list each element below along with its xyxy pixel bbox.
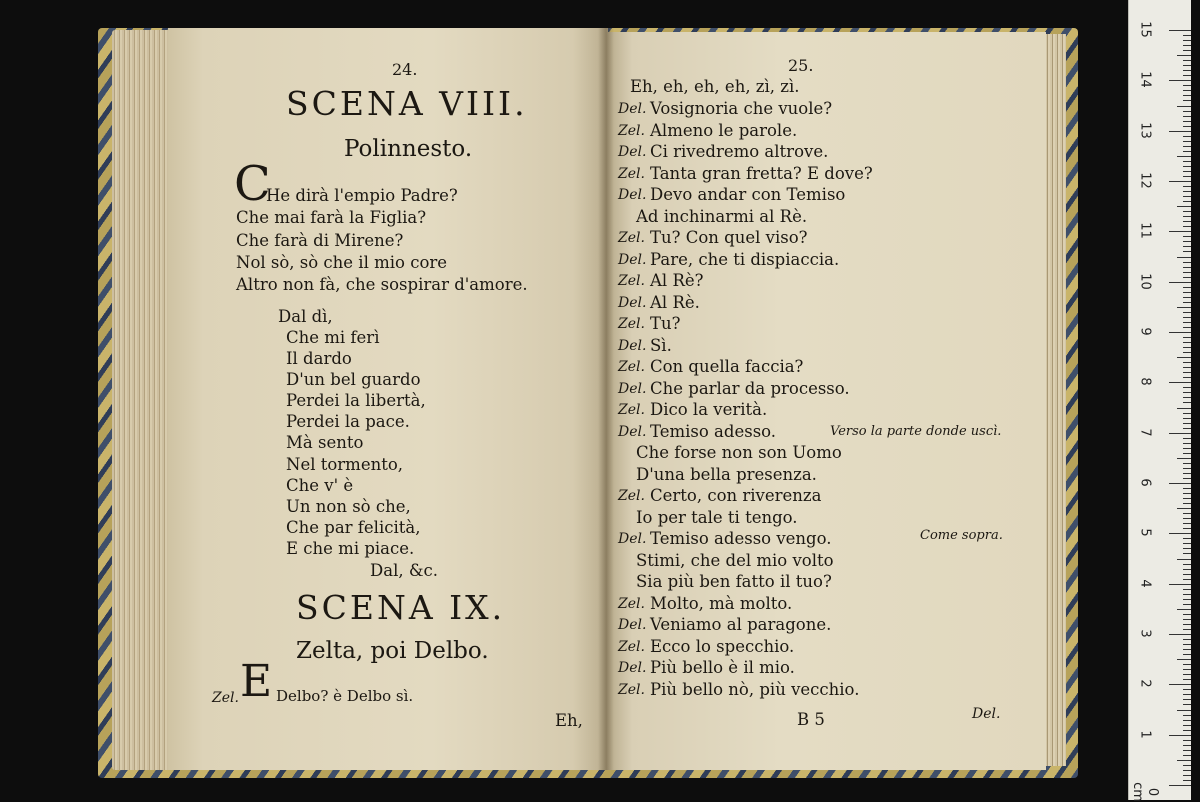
ruler-tick [1183,493,1191,494]
ruler-tick [1183,538,1191,539]
ruler-tick [1177,710,1191,711]
aria-line: Nel tormento, [286,455,404,474]
ruler-tick [1183,297,1191,298]
ruler-tick [1183,594,1191,595]
catchword: Eh, [555,711,583,730]
scene-characters-2: Zelta, poi Delbo. [296,638,489,664]
ruler-tick [1183,221,1191,222]
speaker-label: Zel. [618,359,645,375]
ruler-label: 1 [1137,730,1153,739]
dialogue-line: Che forse non son Uomo [636,443,842,462]
measuring-ruler [1128,0,1191,800]
dialogue-line: Dico la verità. [650,400,768,419]
ruler-tick [1183,262,1191,263]
ruler-label: 14 [1137,71,1153,89]
ruler-tick [1183,95,1191,96]
speaker-label: Del. [618,294,647,311]
ruler-tick [1183,246,1191,247]
ruler-tick [1183,45,1191,46]
dialogue-line: Tu? [650,314,681,333]
ruler-tick [1169,433,1191,434]
aria-line: Dal dì, [278,307,333,326]
speaker-label: Zel. [618,488,645,504]
ruler-tick [1169,584,1191,585]
dialogue-line: Pare, che ti dispiaccia. [650,249,840,269]
ruler-tick [1183,116,1191,117]
dropcap-2: E [240,656,273,707]
ruler-tick [1183,619,1191,620]
speaker-label: Del. [618,251,647,268]
ruler-tick [1183,523,1191,524]
dialogue-line: Che parlar da processo. [650,378,850,398]
ruler-tick [1183,327,1191,328]
ruler-tick [1183,367,1191,368]
dialogue-line: Temiso adesso. [650,421,777,441]
ruler-tick [1183,146,1191,147]
ruler-tick [1183,397,1191,398]
ruler-tick [1183,171,1191,172]
ruler-tick [1183,352,1191,353]
signature-mark: B 5 [797,710,825,729]
ruler-tick [1169,231,1191,232]
aria-line: Perdei la pace. [286,412,410,431]
ruler-tick [1183,241,1191,242]
dialogue-line: D'una bella presenza. [636,464,817,484]
speaker-label: Del. [618,660,647,676]
ruler-tick [1177,257,1191,258]
ruler-tick [1183,679,1191,680]
ruler-tick [1183,513,1191,514]
ruler-tick [1169,785,1191,786]
ruler-label: 6 [1137,478,1153,487]
ruler-tick [1169,483,1191,484]
ruler-tick [1177,408,1191,409]
speaker-label: Del. [618,380,647,397]
ruler-tick [1183,392,1191,393]
speaker-label: Del. [618,423,647,440]
ruler-tick [1183,337,1191,338]
ruler-tick [1183,664,1191,665]
ruler-label: 10 [1137,272,1153,290]
ruler-tick [1183,121,1191,122]
ruler-tick [1183,715,1191,716]
ruler-tick [1183,191,1191,192]
verse-line: He dirà l'empio Padre? [266,186,458,205]
ruler-tick [1183,287,1191,288]
ruler-tick [1183,151,1191,152]
speaker-label: Zel. [618,316,645,332]
ruler-tick [1183,418,1191,419]
ruler-tick [1183,463,1191,464]
ruler-tick [1183,694,1191,695]
ruler-tick [1183,196,1191,197]
ruler-tick [1183,428,1191,429]
dialogue-line: Stimi, che del mio volto [636,550,834,570]
ruler-tick [1183,740,1191,741]
ruler-tick [1169,533,1191,534]
ruler-tick [1183,478,1191,479]
ruler-tick [1183,35,1191,36]
ruler-tick [1177,760,1191,761]
ruler-tick [1183,488,1191,489]
ruler-tick [1183,548,1191,549]
ruler-tick [1183,745,1191,746]
ruler-label: 7 [1137,428,1153,437]
ruler-tick [1169,131,1191,132]
ruler-tick [1183,669,1191,670]
dialogue-line: Certo, con riverenza [650,486,822,505]
ruler-tick [1183,322,1191,323]
ruler-label: 8 [1137,377,1153,386]
ruler-label: 2 [1137,679,1153,688]
aria-line: Il dardo [286,349,352,368]
speaker-label: Zel. [618,165,645,182]
ruler-tick [1183,750,1191,751]
stage-direction: Come sopra. [920,528,1003,543]
book-gutter [598,28,614,770]
speaker-label: Zel. [618,402,645,418]
dialogue-line: Al Rè? [650,271,704,290]
ruler-tick [1183,90,1191,91]
ruler-tick [1183,589,1191,590]
speaker-label: Del. [618,187,647,203]
ruler-tick [1183,166,1191,167]
speaker-label: Zel. [618,273,645,289]
ruler-tick [1183,453,1191,454]
ruler-tick [1183,775,1191,776]
dialogue-line: Devo andar con Temiso [650,185,846,204]
ruler-tick [1183,689,1191,690]
speaker-label: Del. [618,337,647,354]
ruler-tick [1183,141,1191,142]
ruler-label: 5 [1137,528,1153,537]
ruler-tick [1177,508,1191,509]
ruler-tick [1177,357,1191,358]
dialogue-line: Temiso adesso vengo. [650,529,832,548]
ruler-label: 11 [1137,222,1153,240]
ruler-tick [1183,292,1191,293]
ruler-label: 12 [1137,172,1153,189]
ruler-tick [1177,206,1191,207]
ruler-tick [1183,100,1191,101]
dialogue-line: Sia più ben fatto il tuo? [636,572,832,591]
ruler-tick [1169,332,1191,333]
ruler-tick [1183,387,1191,388]
ruler-tick [1183,604,1191,605]
aria-line: D'un bel guardo [286,370,421,389]
ruler-tick [1183,730,1191,731]
ruler-label: 3 [1137,629,1153,638]
ruler-tick [1183,725,1191,726]
ruler-tick [1183,251,1191,252]
ruler-tick [1183,377,1191,378]
ruler-tick [1183,347,1191,348]
ruler-tick [1183,65,1191,66]
aria-line: Mà sento [286,433,364,452]
dialogue-line: Veniamo al paragone. [650,615,832,634]
speaker-label: Zel. [618,638,645,655]
dialogue-line: Al Rè. [650,292,700,312]
verse-line: Nol sò, sò che il mio core [236,253,448,272]
ruler-tick [1183,362,1191,363]
ruler-tick [1183,317,1191,318]
ruler-tick [1169,735,1191,736]
dialogue-line: Sì. [650,335,672,355]
dialogue-line: Tu? Con quel viso? [650,228,808,247]
ruler-tick [1183,599,1191,600]
speaker-label: Zel. [618,681,645,698]
verse-line: Che mai farà la Figlia? [236,208,427,227]
ruler-tick [1183,569,1191,570]
ruler-tick [1183,176,1191,177]
ruler-tick [1177,609,1191,610]
ruler-tick [1183,564,1191,565]
ruler-tick [1183,312,1191,313]
ruler-tick [1183,85,1191,86]
aria-line: Un non sò che, [286,497,411,516]
ruler-tick [1183,574,1191,575]
ruler-tick [1183,579,1191,580]
dropcap: C [234,156,271,212]
dialogue-line: Con quella faccia? [650,357,804,376]
ruler-tick [1183,704,1191,705]
ruler-tick [1177,106,1191,107]
ruler-tick [1183,50,1191,51]
ruler-tick [1183,136,1191,137]
ruler-tick [1183,201,1191,202]
ruler-tick [1183,402,1191,403]
ruler-tick [1183,649,1191,650]
ruler-tick [1183,423,1191,424]
ruler-tick [1169,282,1191,283]
speaker-label: Zel. [618,595,645,612]
ruler-tick [1183,70,1191,71]
ruler-tick [1183,624,1191,625]
ruler-label: 9 [1137,327,1153,336]
scene-title-2: SCENA IX. [296,588,506,627]
speaker-label: Del. [618,144,647,160]
ruler-tick [1183,639,1191,640]
catchword: Del. [972,706,1001,722]
dialogue-line: Ecco lo specchio. [650,636,795,656]
verse-line: Che farà di Mirene? [236,231,404,250]
stage-direction: Verso la parte donde uscì. [830,424,1002,439]
ruler-tick [1183,126,1191,127]
scene-character: Polinnesto. [344,136,473,162]
dialogue-line: Ci rivedremo altrove. [650,142,829,161]
ruler-tick [1183,553,1191,554]
ruler-tick [1183,60,1191,61]
ruler-tick [1183,780,1191,781]
right-page-number: 25. [788,56,814,75]
ruler-tick [1183,644,1191,645]
ruler-tick [1183,720,1191,721]
dialogue-line: Più bello è il mio. [650,658,795,677]
ruler-tick [1183,342,1191,343]
ruler-tick [1183,468,1191,469]
ruler-tick [1177,55,1191,56]
ruler-tick [1177,156,1191,157]
ruler-tick [1183,674,1191,675]
aria-line: Perdei la libertà, [286,391,426,410]
speaker-label: Del. [618,101,647,117]
aria-end: Dal, &c. [370,561,439,580]
ruler-tick [1169,80,1191,81]
speaker-label: Zel. [618,122,645,139]
ruler-tick [1169,382,1191,383]
aria-line: Che par felicità, [286,518,421,537]
dialogue-line: Io per tale ti tengo. [636,507,798,527]
left-page-number: 24. [392,60,418,79]
aria-line: Che mi ferì [286,328,380,347]
aria-line: E che mi piace. [286,539,415,558]
ruler-tick [1177,659,1191,660]
scene-title: SCENA VIII. [286,84,528,123]
ruler-tick [1183,111,1191,112]
ruler-tick [1183,498,1191,499]
ruler-tick [1183,161,1191,162]
verse-line: Eh, eh, eh, eh, zì, zì. [630,77,800,96]
ruler-tick [1183,216,1191,217]
ruler-tick [1183,267,1191,268]
ruler-tick [1183,770,1191,771]
ruler-tick [1183,629,1191,630]
speaker-label: Del. [618,531,647,547]
dialogue-line: Molto, mà molto. [650,593,793,613]
speaker-label: Zel. [618,230,645,246]
ruler-tick [1183,277,1191,278]
ruler-tick [1177,559,1191,560]
ruler-label: 15 [1137,21,1153,38]
ruler-tick [1183,226,1191,227]
ruler-tick [1183,372,1191,373]
dialogue-line: Vosignoria che vuole? [650,99,833,118]
ruler-label: 0 cm [1130,782,1160,802]
ruler-label: 13 [1137,121,1153,139]
ruler-tick [1183,272,1191,273]
ruler-tick [1183,543,1191,544]
ruler-tick [1183,186,1191,187]
ruler-tick [1183,438,1191,439]
ruler-tick [1183,503,1191,504]
ruler-tick [1183,765,1191,766]
dialogue-line: Almeno le parole. [650,120,798,140]
ruler-tick [1183,443,1191,444]
ruler-tick [1169,30,1191,31]
ruler-tick [1169,634,1191,635]
ruler-tick [1183,75,1191,76]
ruler-tick [1183,614,1191,615]
ruler-tick [1183,211,1191,212]
verse-line: Delbo? è Delbo sì. [276,687,414,705]
ruler-tick [1169,684,1191,685]
ruler-tick [1183,528,1191,529]
ruler-tick [1177,307,1191,308]
left-page-edges [112,30,176,770]
ruler-tick [1183,473,1191,474]
dialogue-line: Più bello nò, più vecchio. [650,679,860,699]
ruler-tick [1183,40,1191,41]
ruler-tick [1183,518,1191,519]
speaker-label: Del. [618,617,647,633]
ruler-tick [1183,699,1191,700]
aria-line: Che v' è [286,476,354,495]
ruler-tick [1183,413,1191,414]
ruler-label: 4 [1137,579,1153,588]
ruler-tick [1183,448,1191,449]
dialogue-line: Ad inchinarmi al Rè. [636,206,808,226]
ruler-tick [1183,755,1191,756]
ruler-tick [1177,458,1191,459]
ruler-tick [1183,302,1191,303]
ruler-tick [1169,181,1191,182]
speaker-label: Zel. [212,690,239,706]
ruler-tick [1183,654,1191,655]
ruler-tick [1183,236,1191,237]
dialogue-line: Tanta gran fretta? E dove? [650,163,873,183]
verse-line: Altro non fà, che sospirar d'amore. [236,275,528,294]
